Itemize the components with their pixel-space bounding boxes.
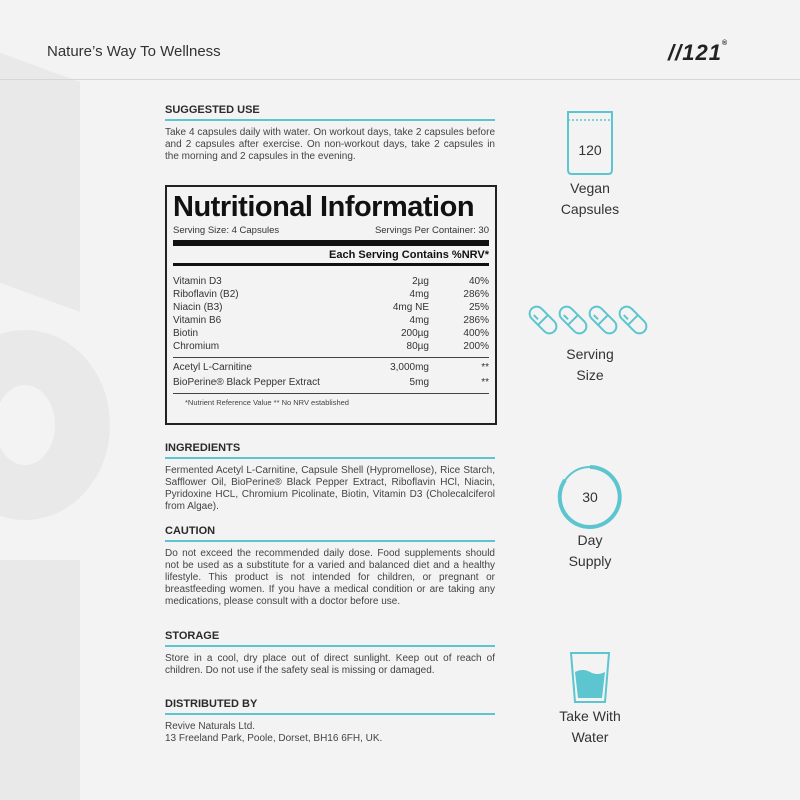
table-row: Riboflavin (B2) 4mg 286% [173,289,489,300]
section-body: Do not exceed the recommended daily dose. Food supplements should not be used as a substitute for a varied and balanced diet and a healthy lifestyle. This product is not intended for children, or pregnant or breastfeeding women. If you have a medical condition or are taking any medications, please consult with a doctor before use. [165,548,495,607]
table-row: Acetyl L-Carnitine 3,000mg ** [173,362,489,373]
header [0,0,800,80]
table-row: Vitamin D3 2µg 40% [173,276,489,287]
suggested-use-section [165,104,495,163]
section-title: SUGGESTED USE [165,104,495,121]
glass-icon [565,650,615,706]
contains-header: Each Serving Contains %NRV* [173,246,489,266]
serving-info [173,222,489,246]
section-body: Take 4 capsules daily with water. On workout days, take 2 capsules before and 2 capsules after exercise. On non-workout days, take 2 capsules in the morning and 2 capsules in the evening. [165,127,495,162]
other-rows [173,360,489,394]
distributor-name: Revive Naturals Ltd. [165,721,256,732]
nutrition-title: Nutritional Information [173,191,475,223]
supply-number: 30 [582,489,598,505]
section-body: Store in a cool, dry place out of direct sunlight. Keep out of reach of children. Do not use if the safety seal is missing or damaged. [165,653,495,676]
servings-per-container: Servings Per Container: 30 [374,225,489,236]
capsules-icon [525,298,655,342]
caution-section [165,525,495,608]
tagline: Nature’s Way To Wellness [47,43,221,60]
brand-logo: //121® [668,40,729,65]
vitamin-rows [173,275,489,358]
distributed-section [165,698,495,745]
background-shape [0,560,80,800]
section-body: Fermented Acetyl L-Carnitine, Capsule Shell (Hypromellose), Rice Starch, Safflower Oil, BioPerine® Black Pepper Extract, Riboflavin HCl, Niacin, Pyridoxine HCL, Chromium Picolinate, Biotin, Vitamin D3 (Cholecalciferol from Algae). [165,465,495,512]
distributor-address: 13 Freeland Park, Poole, Dorset, BH16 6FH, UK. [165,733,383,744]
feature-label: Take With Water [559,708,621,745]
serving-size: Serving Size: 4 Capsules [173,225,280,236]
section-body [165,721,495,745]
vegan-capsules-feature [510,108,670,220]
nutrition-footnote: *Nutrient Reference Value ** No NRV established [185,398,349,407]
serving-size-feature [510,298,670,386]
ingredients-section [165,442,495,513]
feature-label: Serving Size [566,346,614,383]
table-row: Niacin (B3) 4mg NE 25% [173,302,489,313]
background-shape [0,330,110,520]
storage-section [165,630,495,677]
pouch-number: 120 [578,142,602,158]
table-row: Vitamin B6 4mg 286% [173,315,489,326]
day-supply-feature [510,462,670,572]
feature-label: Vegan Capsules [560,180,620,217]
section-title: CAUTION [165,525,495,542]
feature-label: Day Supply [568,532,612,569]
section-title: DISTRIBUTED BY [165,698,495,715]
table-row: Chromium 80µg 200% [173,341,489,352]
nutrition-panel [165,185,497,425]
section-title: INGREDIENTS [165,442,495,459]
section-title: STORAGE [165,630,495,647]
circle-icon [555,462,625,532]
pouch-icon [560,108,620,178]
table-row: BioPerine® Black Pepper Extract 5mg ** [173,377,489,388]
table-row: Biotin 200µg 400% [173,328,489,339]
take-with-water-feature [510,650,670,748]
